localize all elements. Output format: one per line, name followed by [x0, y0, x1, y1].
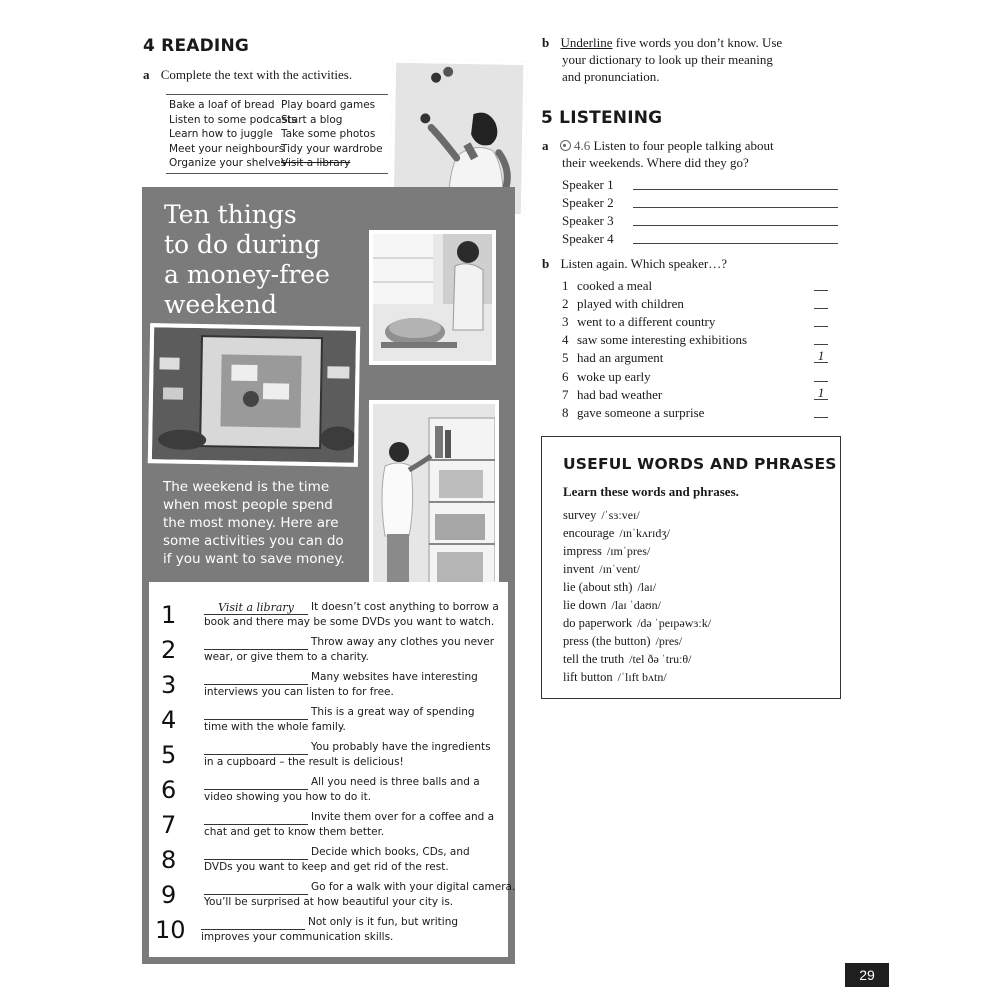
- list-item-text: Decide which books, CDs, and: [311, 846, 470, 858]
- question-number: 8: [562, 405, 569, 420]
- board-game-photo: [148, 323, 360, 467]
- question-row: [562, 386, 832, 404]
- page-number: 29: [845, 963, 889, 987]
- activities-row: [169, 127, 385, 142]
- question-text: saw some interesting exhibitions: [577, 332, 748, 347]
- list-item-number: 1: [161, 601, 177, 629]
- question-row: [562, 404, 832, 422]
- useful-words-title: USEFUL WORDS AND PHRASES: [563, 455, 837, 473]
- list-item: [149, 600, 509, 635]
- list-item: [149, 670, 509, 705]
- bread-photo: [369, 230, 496, 365]
- list-item-text: DVDs you want to keep and get rid of the rest.: [204, 861, 449, 873]
- vocab-phonetic: /ˈlɪft bʌtn/: [617, 670, 667, 684]
- question-text: woke up early: [577, 369, 651, 384]
- list-item-text: Throw away any clothes you never: [311, 636, 495, 648]
- list-item-text: All you need is three balls and a: [311, 776, 480, 788]
- answer-blank[interactable]: [204, 881, 308, 895]
- list-item-text: in a cupboard – the result is delicious!: [204, 756, 404, 768]
- board-game-photo-illustration: [152, 327, 356, 463]
- audio-track-number: 4.6: [574, 138, 591, 153]
- answer-blank[interactable]: [204, 671, 308, 685]
- vocab-word: survey: [563, 508, 597, 522]
- headline-line: to do during: [164, 230, 321, 259]
- activity-word-used: Visit a library: [281, 157, 351, 169]
- list-item: [149, 635, 509, 670]
- list-item-text: Not only is it fun, but writing: [308, 916, 459, 928]
- reading-item-b-text: and pronunciation.: [562, 69, 660, 84]
- list-item-number: 2: [161, 636, 177, 664]
- speaker-answer-line[interactable]: [633, 189, 838, 190]
- list-item-number: 5: [161, 741, 177, 769]
- vocab-phonetic: /ˈsɜːveɪ/: [601, 508, 640, 522]
- vocab-item: [563, 596, 661, 614]
- shelves-photo-illustration: [373, 404, 495, 588]
- vocab-phonetic: /ɪmˈpres/: [606, 544, 651, 558]
- vocab-phonetic: /laɪ/: [637, 580, 657, 594]
- list-item: [149, 810, 509, 845]
- activities-row: [169, 156, 385, 171]
- vocab-phonetic: /pres/: [655, 634, 683, 648]
- answer-blank[interactable]: [204, 741, 308, 755]
- question-number: 7: [562, 387, 569, 402]
- vocab-item: [563, 668, 667, 686]
- list-item: [149, 775, 509, 810]
- activity-word: Learn how to juggle: [169, 128, 273, 140]
- question-number: 5: [562, 350, 569, 365]
- list-item: [149, 915, 509, 950]
- question-text: cooked a meal: [577, 278, 653, 293]
- intro-line: when most people spend: [163, 497, 333, 513]
- listening-item-a: [542, 137, 822, 171]
- headline-line: Ten things: [164, 200, 297, 229]
- listening-item-b-letter: b: [542, 256, 550, 271]
- vocab-word: impress: [563, 544, 602, 558]
- answer-blank[interactable]: Visit a library: [204, 601, 308, 615]
- question-answer[interactable]: [814, 277, 828, 291]
- list-item: [149, 705, 509, 740]
- vocab-word: tell the truth: [563, 652, 625, 666]
- activity-word: Meet your neighbours: [169, 142, 285, 155]
- speaker-answer-line[interactable]: [633, 243, 838, 244]
- list-item-text: book and there may be some DVDs you want to watch.: [204, 616, 495, 628]
- list-item-text: Invite them over for a coffee and a: [311, 811, 495, 823]
- list-item-text: video showing you how to do it.: [204, 791, 372, 803]
- reading-item-b-text: your dictionary to look up their meaning: [562, 52, 773, 67]
- vocab-phonetic: /laɪ ˈdaʊn/: [611, 598, 661, 612]
- activity-word: Play board games: [281, 99, 376, 111]
- headline-line: a money-free: [164, 260, 330, 289]
- speaker-label: Speaker 3: [562, 213, 614, 228]
- question-answer[interactable]: [814, 295, 828, 309]
- vocab-item: [563, 560, 640, 578]
- listening-item-b-instruction: Listen again. Which speaker…?: [560, 256, 728, 271]
- headline-line: weekend: [164, 290, 278, 319]
- intro-line: if you want to save money.: [163, 551, 345, 567]
- vocab-phonetic: /də ˈpeɪpəwɜːk/: [637, 616, 712, 630]
- question-answer[interactable]: [814, 313, 828, 327]
- article-intro: [163, 478, 363, 568]
- vocab-item: [563, 542, 650, 560]
- useful-words-box: [541, 436, 841, 699]
- vocab-word: press (the button): [563, 634, 651, 648]
- list-item-text: time with the whole family.: [204, 721, 346, 733]
- question-row: [562, 349, 832, 367]
- reading-item-a-instruction: Complete the text with the activities.: [160, 67, 353, 82]
- listening-heading: [541, 108, 662, 128]
- answer-blank[interactable]: [204, 636, 308, 650]
- reading-heading: [143, 36, 249, 56]
- list-item-text: interviews you can listen to for free.: [204, 686, 394, 698]
- audio-cd-icon[interactable]: [560, 140, 571, 151]
- list-item-text: Many websites have interesting: [311, 671, 478, 683]
- question-text: gave someone a surprise: [577, 405, 705, 420]
- question-text: went to a different country: [577, 314, 716, 329]
- question-row: [562, 313, 832, 331]
- question-number: 1: [562, 278, 569, 293]
- answer-blank[interactable]: [204, 776, 308, 790]
- underline-word: Underline: [560, 35, 613, 50]
- reading-item-b: [542, 34, 812, 85]
- shelves-photo: [369, 400, 499, 592]
- question-text: played with children: [577, 296, 684, 311]
- listening-item-a-text: Listen to four people talking about: [590, 138, 774, 153]
- vocab-phonetic: /ɪnˈvent/: [599, 562, 640, 576]
- vocab-word: lift button: [563, 670, 613, 684]
- speaker-row: [562, 231, 842, 249]
- bread-photo-illustration: [373, 234, 492, 361]
- activity-word: Listen to some podcasts: [169, 113, 297, 126]
- question-number: 3: [562, 314, 569, 329]
- list-item-text: improves your communication skills.: [201, 931, 394, 943]
- vocab-item: [563, 506, 640, 524]
- question-answer[interactable]: [814, 368, 828, 382]
- intro-line: the most money. Here are: [163, 515, 339, 531]
- vocab-phonetic: /tel ðə ˈtruːθ/: [629, 652, 692, 666]
- answer-blank[interactable]: [204, 811, 308, 825]
- reading-item-a-letter: a: [143, 67, 150, 82]
- vocab-item: [563, 578, 656, 596]
- list-item-text: wear, or give them to a charity.: [204, 651, 369, 663]
- answer-blank[interactable]: [204, 706, 308, 720]
- vocab-word: do paperwork: [563, 616, 633, 630]
- list-item-number: 8: [161, 846, 177, 874]
- question-text: had an argument: [577, 350, 664, 365]
- question-row: [562, 277, 832, 295]
- article-headline: [164, 200, 364, 320]
- list-item-number: 9: [161, 881, 177, 909]
- reading-item-a: [143, 66, 352, 83]
- speaker-answer-line[interactable]: [633, 225, 838, 226]
- list-item: [149, 845, 509, 880]
- listening-item-b: [542, 255, 727, 272]
- vocab-word: lie down: [563, 598, 607, 612]
- question-row: [562, 368, 832, 386]
- activity-word: Start a blog: [281, 113, 343, 126]
- reading-section-number: 4: [143, 36, 156, 56]
- list-item-number: 6: [161, 776, 177, 804]
- activities-row: [169, 113, 385, 128]
- question-number: 4: [562, 332, 569, 347]
- question-number: 2: [562, 296, 569, 311]
- list-item-number: 3: [161, 671, 177, 699]
- question-text: had bad weather: [577, 387, 663, 402]
- question-answer[interactable]: [814, 331, 828, 345]
- question-answer[interactable]: 1: [814, 386, 828, 400]
- vocab-item: [563, 524, 670, 542]
- intro-line: some activities you can do: [163, 533, 344, 549]
- speaker-row: [562, 195, 842, 213]
- speaker-label: Speaker 1: [562, 177, 614, 192]
- reading-section-title: READING: [161, 36, 250, 56]
- vocab-item: [563, 614, 711, 632]
- activities-word-box: [166, 94, 388, 174]
- speaker-label: Speaker 4: [562, 231, 614, 246]
- activity-word: Bake a loaf of bread: [169, 99, 275, 111]
- vocab-word: encourage: [563, 526, 615, 540]
- listening-item-a-letter: a: [542, 138, 549, 153]
- vocab-word: lie (about sth): [563, 580, 633, 594]
- vocab-item: [563, 650, 692, 668]
- question-answer[interactable]: [814, 404, 828, 418]
- list-item-number: 10: [155, 916, 186, 944]
- question-number: 6: [562, 369, 569, 384]
- speaker-answer-line[interactable]: [633, 207, 838, 208]
- list-item: [149, 740, 509, 775]
- reading-item-b-letter: b: [542, 35, 550, 50]
- list-item-number: 4: [161, 706, 177, 734]
- speaker-row: [562, 177, 842, 195]
- question-row: [562, 331, 832, 349]
- listening-section-number: 5: [541, 108, 554, 128]
- list-item-text: You probably have the ingredients: [311, 741, 491, 753]
- vocab-phonetic: /ɪnˈkʌrɪdʒ/: [619, 526, 671, 540]
- activity-word: Tidy your wardrobe: [281, 142, 383, 155]
- intro-line: The weekend is the time: [163, 479, 330, 495]
- answer-blank[interactable]: [201, 916, 305, 930]
- activity-word: Take some photos: [281, 128, 376, 140]
- list-item-text: This is a great way of spending: [311, 706, 475, 718]
- speaker-label: Speaker 2: [562, 195, 614, 210]
- list-item-text: Go for a walk with your digital camera.: [311, 881, 516, 893]
- answer-blank[interactable]: [204, 846, 308, 860]
- list-item-text: You’ll be surprised at how beautiful your city is.: [204, 896, 454, 908]
- reading-item-b-text: five words you don’t know. Use: [612, 35, 783, 50]
- question-answer[interactable]: 1: [814, 349, 828, 363]
- vocab-item: [563, 632, 682, 650]
- useful-words-subtitle: Learn these words and phrases.: [563, 484, 739, 499]
- activity-word: Organize your shelves: [169, 157, 286, 169]
- list-item: [149, 880, 516, 915]
- listening-item-a-text: their weekends. Where did they go?: [562, 155, 749, 170]
- activities-row: [169, 98, 385, 113]
- speaker-row: [562, 213, 842, 231]
- vocab-word: invent: [563, 562, 595, 576]
- question-row: [562, 295, 832, 313]
- list-item-number: 7: [161, 811, 177, 839]
- list-item-text: chat and get to know them better.: [204, 826, 385, 838]
- list-item-text: It doesn’t cost anything to borrow a: [311, 601, 499, 613]
- activities-row: [169, 142, 385, 157]
- activities-list: [142, 582, 515, 964]
- listening-section-title: LISTENING: [559, 108, 663, 128]
